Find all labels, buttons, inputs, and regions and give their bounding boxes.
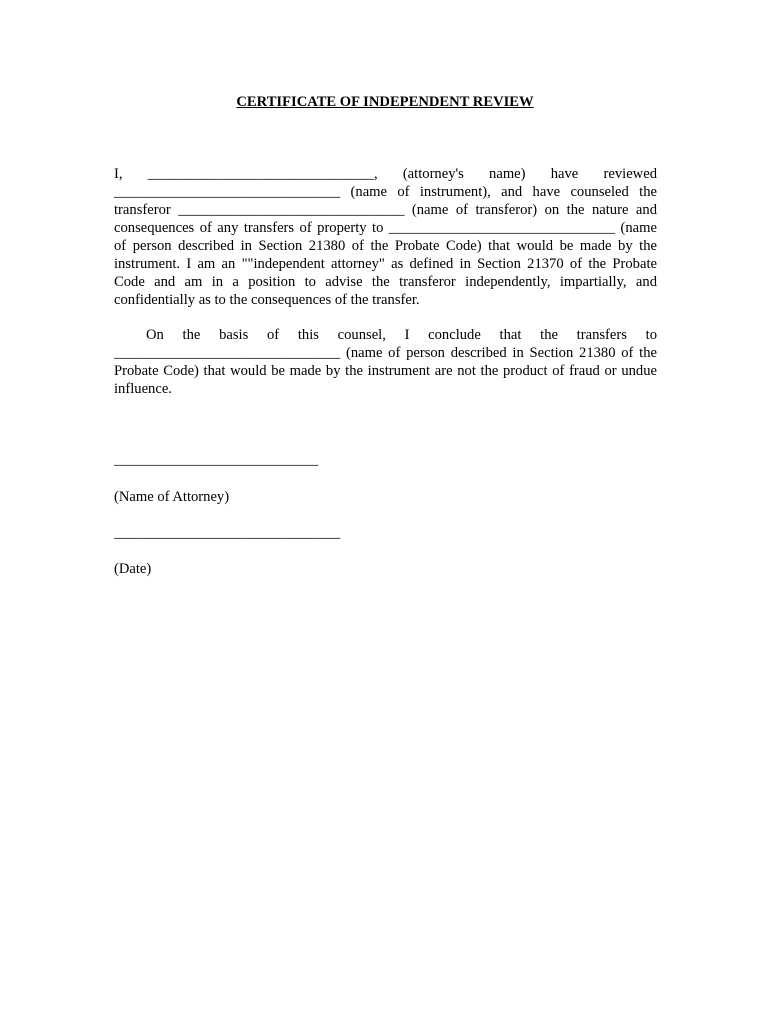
date-signature-line: _______________________________ bbox=[114, 525, 341, 541]
document-title: CERTIFICATE OF INDEPENDENT REVIEW bbox=[236, 94, 534, 110]
attorney-signature-line: ____________________________ bbox=[114, 452, 319, 468]
attorney-name-label: (Name of Attorney) bbox=[114, 489, 230, 505]
body-paragraph-2: On the basis of this counsel, I conclude that the transfers to _______________________________ (name of person described in Section 21380 of the Probate Code) that would be made by the instrument are not the product of fraud or undue influence. bbox=[114, 327, 657, 397]
date-label: (Date) bbox=[114, 561, 152, 577]
body-paragraph-1: I, _______________________________, (attorney's name) have reviewed _______________________________ (name of instrument), and have counseled the transferor _______________________________ (name of transferor) on the nature and consequences of any transfers of property to _______________________________ (name of person described in Section 21380 of the Probate Code) that would be made by the instrument. I am an ""independent attorney" as defined in Section 21370 of the Probate Code and am in a position to advise the transferor independently, impartially, and confidentially as to the consequences of the transfer. bbox=[114, 166, 657, 308]
